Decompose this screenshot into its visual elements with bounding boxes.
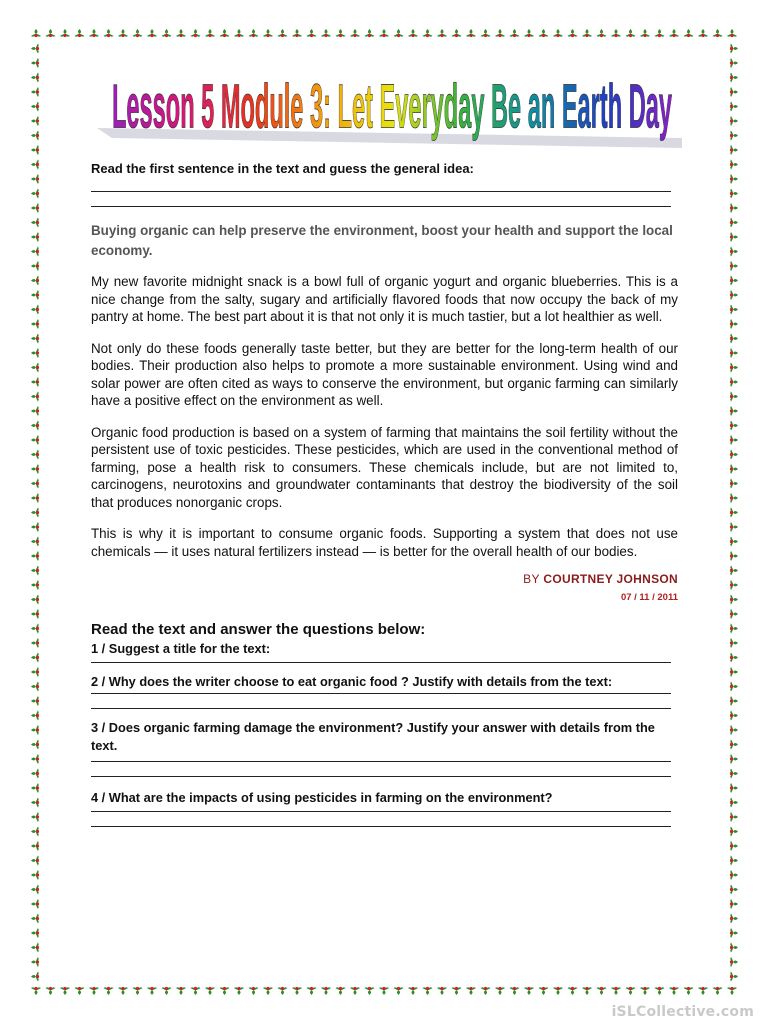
holly-icon bbox=[730, 319, 738, 329]
holly-icon bbox=[31, 653, 39, 663]
holly-icon bbox=[730, 551, 738, 561]
holly-icon bbox=[278, 29, 288, 37]
paragraph-3: Organic food production is based on a system of farming that maintains the soil fertility without the persistent use of toxic pesticides. These pesticides, which are used in the conventional method of farming, pose a health risk to consumers. These chemicals include, but are not limited to, carcinogens, neurotoxins and groundwater contaminants that destroy the biodiversity of the soil that produces nonorganic crops. bbox=[91, 424, 678, 510]
holly-icon bbox=[31, 522, 39, 532]
holly-icon bbox=[31, 870, 39, 880]
holly-icon bbox=[205, 29, 215, 37]
holly-icon bbox=[31, 145, 39, 155]
holly-icon bbox=[423, 987, 433, 995]
holly-icon bbox=[730, 218, 738, 228]
holly-icon bbox=[31, 987, 41, 995]
holly-icon bbox=[730, 899, 738, 909]
holly-icon bbox=[31, 319, 39, 329]
holly-icon bbox=[481, 987, 491, 995]
holly-icon bbox=[730, 87, 738, 97]
paragraph-2: Not only do these foods generally taste better, but they are better for the long-term health of our bodies. Their production also helps to promote a more sustainable environment. Using wind and solar power are often cited as ways to conserve the environment, but organic farming can similarly have a positive effect on the environment as well. bbox=[91, 340, 678, 408]
answer-line[interactable] bbox=[91, 755, 671, 762]
byline bbox=[91, 572, 678, 586]
holly-icon bbox=[133, 987, 143, 995]
holly-icon bbox=[730, 189, 738, 199]
question-3 bbox=[91, 719, 678, 777]
answer-line[interactable] bbox=[91, 694, 671, 709]
holly-icon bbox=[730, 754, 738, 764]
holly-icon bbox=[46, 29, 56, 37]
holly-icon bbox=[31, 928, 39, 938]
holly-icon bbox=[510, 987, 520, 995]
watermark: iSLCollective.com bbox=[611, 1004, 754, 1020]
holly-icon bbox=[118, 987, 128, 995]
holly-icon bbox=[31, 841, 39, 851]
holly-icon bbox=[730, 856, 738, 866]
holly-icon bbox=[730, 957, 738, 967]
holly-icon bbox=[626, 987, 636, 995]
page-title: Lesson 5 Module 3: Let Everyday Be an Earth Day bbox=[112, 71, 673, 142]
holly-icon bbox=[31, 189, 39, 199]
answer-line[interactable] bbox=[91, 177, 671, 192]
byline-by: BY bbox=[523, 572, 540, 586]
holly-icon bbox=[730, 943, 738, 953]
holly-icon bbox=[31, 783, 39, 793]
holly-icon bbox=[524, 29, 534, 37]
holly-icon bbox=[730, 725, 738, 735]
holly-icon bbox=[611, 987, 621, 995]
holly-icon bbox=[31, 711, 39, 721]
holly-icon bbox=[379, 29, 389, 37]
holly-icon bbox=[205, 987, 215, 995]
holly-icon bbox=[292, 987, 302, 995]
holly-icon bbox=[31, 276, 39, 286]
holly-icon bbox=[495, 29, 505, 37]
holly-icon bbox=[31, 972, 39, 982]
holly-icon bbox=[321, 987, 331, 995]
holly-icon bbox=[191, 29, 201, 37]
holly-icon bbox=[350, 29, 360, 37]
holly-icon bbox=[437, 29, 447, 37]
holly-icon bbox=[176, 29, 186, 37]
holly-icon bbox=[31, 131, 39, 141]
holly-icon bbox=[31, 957, 39, 967]
holly-icon bbox=[46, 987, 56, 995]
byline-date: 07 / 11 / 2011 bbox=[620, 592, 678, 603]
holly-icon bbox=[730, 638, 738, 648]
holly-icon bbox=[730, 102, 738, 112]
holly-icon bbox=[307, 29, 317, 37]
holly-icon bbox=[553, 29, 563, 37]
holly-icon bbox=[582, 987, 592, 995]
holly-icon bbox=[698, 987, 708, 995]
questions-heading: Read the text and answer the questions below: bbox=[91, 621, 426, 638]
holly-icon bbox=[730, 682, 738, 692]
answer-line[interactable] bbox=[91, 192, 671, 207]
holly-icon bbox=[249, 29, 259, 37]
holly-icon bbox=[31, 551, 39, 561]
holly-icon bbox=[321, 29, 331, 37]
holly-icon bbox=[730, 145, 738, 155]
holly-icon bbox=[730, 406, 738, 416]
holly-icon bbox=[568, 29, 578, 37]
holly-icon bbox=[31, 725, 39, 735]
holly-icon bbox=[408, 29, 418, 37]
holly-icon bbox=[104, 987, 114, 995]
holly-icon bbox=[730, 624, 738, 634]
holly-icon bbox=[234, 29, 244, 37]
lead-sentence: Buying organic can help preserve the environment, boost your health and support the local economy. bbox=[91, 223, 673, 258]
holly-icon bbox=[524, 987, 534, 995]
holly-icon bbox=[31, 232, 39, 242]
holly-icon bbox=[452, 29, 462, 37]
holly-icon bbox=[31, 740, 39, 750]
holly-icon bbox=[730, 450, 738, 460]
holly-icon bbox=[730, 203, 738, 213]
holly-icon bbox=[31, 566, 39, 576]
holly-icon bbox=[640, 29, 650, 37]
holly-icon bbox=[31, 479, 39, 489]
holly-icon bbox=[730, 711, 738, 721]
holly-icon bbox=[495, 987, 505, 995]
holly-icon bbox=[730, 827, 738, 837]
holly-icon bbox=[234, 987, 244, 995]
holly-icon bbox=[582, 29, 592, 37]
holly-icon bbox=[118, 29, 128, 37]
holly-icon bbox=[31, 899, 39, 909]
holly-icon bbox=[553, 987, 563, 995]
holly-icon bbox=[31, 537, 39, 547]
holly-icon bbox=[31, 450, 39, 460]
holly-icon bbox=[730, 914, 738, 924]
holly-icon bbox=[730, 870, 738, 880]
holly-icon bbox=[336, 29, 346, 37]
holly-icon bbox=[730, 305, 738, 315]
question-1 bbox=[91, 640, 678, 663]
holly-icon bbox=[220, 987, 230, 995]
holly-icon bbox=[75, 29, 85, 37]
question-2 bbox=[91, 673, 678, 709]
holly-icon bbox=[539, 987, 549, 995]
holly-icon bbox=[31, 29, 41, 37]
holly-icon bbox=[611, 29, 621, 37]
holly-icon bbox=[307, 987, 317, 995]
holly-icon bbox=[31, 363, 39, 373]
question-4 bbox=[91, 789, 678, 827]
holly-icon bbox=[730, 174, 738, 184]
holly-icon bbox=[263, 987, 273, 995]
holly-icon bbox=[394, 29, 404, 37]
holly-icon bbox=[730, 261, 738, 271]
holly-icon bbox=[31, 348, 39, 358]
holly-icon bbox=[730, 595, 738, 605]
holly-icon bbox=[568, 987, 578, 995]
holly-icon bbox=[31, 885, 39, 895]
holly-icon bbox=[597, 987, 607, 995]
holly-icon bbox=[730, 377, 738, 387]
holly-icon bbox=[31, 943, 39, 953]
holly-icon bbox=[292, 29, 302, 37]
holly-icon bbox=[147, 987, 157, 995]
holly-icon bbox=[437, 987, 447, 995]
holly-icon bbox=[31, 44, 39, 54]
holly-icon bbox=[730, 580, 738, 590]
holly-icon bbox=[75, 987, 85, 995]
holly-icon bbox=[698, 29, 708, 37]
holly-icon bbox=[31, 87, 39, 97]
holly-icon bbox=[539, 29, 549, 37]
holly-icon bbox=[730, 522, 738, 532]
holly-icon bbox=[730, 841, 738, 851]
byline-author: COURTNEY JOHNSON bbox=[543, 572, 678, 586]
holly-icon bbox=[730, 609, 738, 619]
holly-icon bbox=[730, 44, 738, 54]
holly-icon bbox=[31, 754, 39, 764]
holly-icon bbox=[31, 392, 39, 402]
holly-icon bbox=[31, 377, 39, 387]
holly-icon bbox=[31, 914, 39, 924]
holly-icon bbox=[89, 987, 99, 995]
holly-icon bbox=[31, 218, 39, 228]
holly-icon bbox=[713, 987, 723, 995]
holly-icon bbox=[730, 783, 738, 793]
holly-icon bbox=[31, 638, 39, 648]
holly-icon bbox=[162, 987, 172, 995]
question-text: 3 / Does organic farming damage the environment? Justify your answer with details from the text. bbox=[91, 720, 655, 753]
holly-icon bbox=[730, 290, 738, 300]
holly-icon bbox=[31, 421, 39, 431]
holly-icon bbox=[730, 131, 738, 141]
holly-icon bbox=[713, 29, 723, 37]
holly-icon bbox=[730, 769, 738, 779]
holly-icon bbox=[31, 160, 39, 170]
holly-icon bbox=[31, 595, 39, 605]
holly-icon bbox=[31, 798, 39, 808]
holly-icon bbox=[31, 696, 39, 706]
holly-icon bbox=[730, 232, 738, 242]
holly-icon bbox=[278, 987, 288, 995]
holly-icon bbox=[597, 29, 607, 37]
holly-icon bbox=[730, 508, 738, 518]
holly-icon bbox=[730, 972, 738, 982]
holly-icon bbox=[452, 987, 462, 995]
holly-icon bbox=[249, 987, 259, 995]
holly-icon bbox=[727, 987, 737, 995]
holly-icon bbox=[31, 203, 39, 213]
holly-icon bbox=[365, 987, 375, 995]
holly-icon bbox=[31, 174, 39, 184]
holly-icon bbox=[31, 73, 39, 83]
holly-icon bbox=[60, 29, 70, 37]
holly-icon bbox=[730, 696, 738, 706]
holly-icon bbox=[31, 508, 39, 518]
holly-icon bbox=[104, 29, 114, 37]
answer-line[interactable] bbox=[91, 762, 671, 777]
wordart-title bbox=[92, 52, 692, 152]
holly-icon bbox=[655, 29, 665, 37]
holly-icon bbox=[730, 740, 738, 750]
holly-icon bbox=[423, 29, 433, 37]
holly-icon bbox=[263, 29, 273, 37]
holly-icon bbox=[669, 987, 679, 995]
holly-icon bbox=[730, 334, 738, 344]
holly-icon bbox=[31, 682, 39, 692]
holly-icon bbox=[730, 348, 738, 358]
holly-icon bbox=[379, 987, 389, 995]
holly-icon bbox=[133, 29, 143, 37]
holly-icon bbox=[730, 421, 738, 431]
holly-icon bbox=[730, 885, 738, 895]
holly-icon bbox=[31, 435, 39, 445]
answer-line[interactable] bbox=[91, 658, 671, 663]
holly-icon bbox=[147, 29, 157, 37]
holly-icon bbox=[31, 769, 39, 779]
holly-icon bbox=[730, 276, 738, 286]
holly-icon bbox=[730, 653, 738, 663]
holly-icon bbox=[626, 29, 636, 37]
holly-icon bbox=[730, 928, 738, 938]
holly-icon bbox=[730, 798, 738, 808]
worksheet-content bbox=[91, 160, 678, 827]
holly-icon bbox=[684, 29, 694, 37]
holly-icon bbox=[31, 827, 39, 837]
holly-icon bbox=[730, 363, 738, 373]
holly-icon bbox=[89, 29, 99, 37]
holly-icon bbox=[31, 261, 39, 271]
holly-icon bbox=[31, 609, 39, 619]
holly-icon bbox=[31, 247, 39, 257]
holly-icon bbox=[31, 667, 39, 677]
holly-icon bbox=[31, 624, 39, 634]
paragraph-4: This is why it is important to consume organic foods. Supporting a system that does not use chemicals — it uses natural fertilizers instead — is better for the overall health of our bodies. bbox=[91, 526, 678, 559]
holly-icon bbox=[640, 987, 650, 995]
holly-icon bbox=[31, 290, 39, 300]
holly-icon bbox=[730, 464, 738, 474]
holly-icon bbox=[31, 102, 39, 112]
holly-icon bbox=[31, 812, 39, 822]
holly-icon bbox=[730, 667, 738, 677]
holly-icon bbox=[394, 987, 404, 995]
prompt-first-sentence: Read the first sentence in the text and guess the general idea: bbox=[91, 161, 474, 176]
holly-icon bbox=[466, 29, 476, 37]
holly-icon bbox=[730, 73, 738, 83]
holly-icon bbox=[669, 29, 679, 37]
holly-icon bbox=[176, 987, 186, 995]
holly-icon bbox=[31, 305, 39, 315]
holly-icon bbox=[191, 987, 201, 995]
holly-icon bbox=[481, 29, 491, 37]
holly-icon bbox=[60, 987, 70, 995]
answer-line[interactable] bbox=[91, 812, 671, 827]
holly-icon bbox=[31, 493, 39, 503]
holly-icon bbox=[336, 987, 346, 995]
question-text: 1 / Suggest a title for the text: bbox=[91, 641, 271, 656]
holly-icon bbox=[510, 29, 520, 37]
holly-icon bbox=[730, 812, 738, 822]
holly-icon bbox=[31, 116, 39, 126]
holly-icon bbox=[31, 334, 39, 344]
holly-icon bbox=[31, 406, 39, 416]
holly-icon bbox=[31, 464, 39, 474]
question-text: 4 / What are the impacts of using pesticides in farming on the environment? bbox=[91, 790, 553, 805]
holly-icon bbox=[31, 580, 39, 590]
holly-icon bbox=[31, 58, 39, 68]
holly-icon bbox=[730, 116, 738, 126]
holly-icon bbox=[350, 987, 360, 995]
holly-icon bbox=[365, 29, 375, 37]
holly-icon bbox=[31, 856, 39, 866]
paragraph-1: My new favorite midnight snack is a bowl full of organic yogurt and organic blueberries. This is a nice change from the salty, sugary and artificially flavored foods that now occupy the back of my pantry at home. The best part about it is that not only it is much tastier, but a lot healthier as well. bbox=[91, 274, 678, 324]
holly-icon bbox=[730, 160, 738, 170]
holly-icon bbox=[730, 566, 738, 576]
holly-icon bbox=[730, 247, 738, 257]
holly-icon bbox=[730, 392, 738, 402]
holly-icon bbox=[730, 479, 738, 489]
holly-icon bbox=[408, 987, 418, 995]
holly-icon bbox=[466, 987, 476, 995]
holly-icon bbox=[730, 58, 738, 68]
holly-icon bbox=[655, 987, 665, 995]
question-text: 2 / Why does the writer choose to eat organic food ? Justify with details from the text: bbox=[91, 674, 613, 689]
holly-icon bbox=[730, 493, 738, 503]
holly-icon bbox=[162, 29, 172, 37]
holly-icon bbox=[220, 29, 230, 37]
holly-icon bbox=[730, 435, 738, 445]
holly-icon bbox=[730, 537, 738, 547]
holly-icon bbox=[684, 987, 694, 995]
holly-icon bbox=[727, 29, 737, 37]
